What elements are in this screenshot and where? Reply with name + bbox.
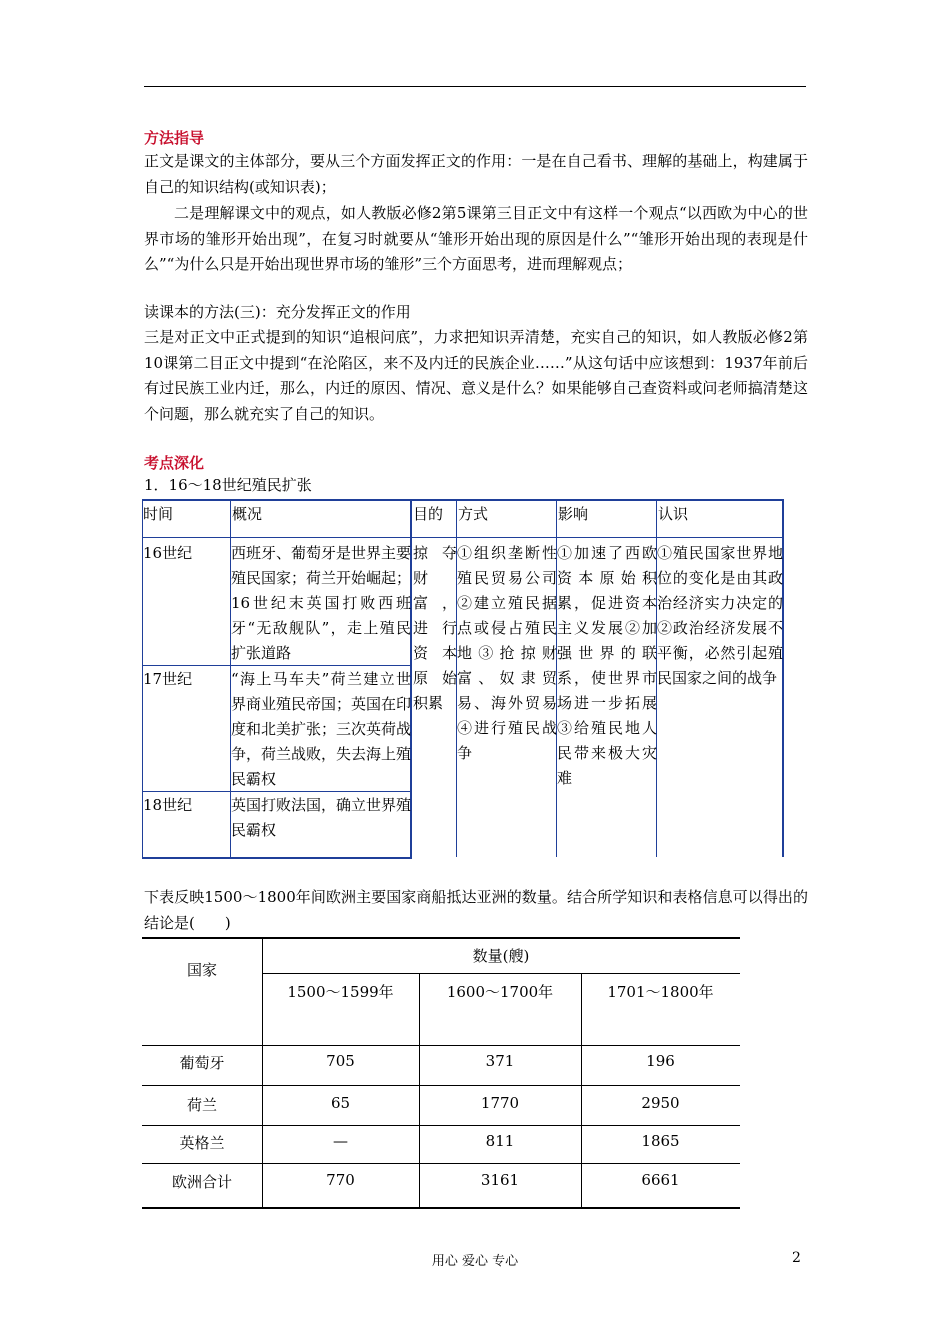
header-purpose: 目的 xyxy=(413,505,444,523)
country-cell: 欧洲合计 xyxy=(171,1173,232,1191)
country-cell: 葡萄牙 xyxy=(179,1054,225,1072)
row-overview: “海上马车夫”荷兰建立世界商业殖民帝国；英国在印度和北美扩张；三次英荷战争，荷兰战败，失去海上殖民霸权 xyxy=(231,670,411,788)
paragraph-2: 二是理解课文中的观点，如人教版必修2第5课第三目正文中有这样一个观点“以西欧为中心的世界市场的雏形开始出现”，在复习时就要从“雏形开始出现的原因是什么”“雏形开始出现的表现是什么”“为什么只是开始出现世界市场的雏形”三个方面思考，进而理解观点； xyxy=(144,204,808,273)
value-cell: 705 xyxy=(326,1052,355,1070)
value-cell: 1770 xyxy=(480,1094,520,1112)
value-cell: 2950 xyxy=(641,1094,680,1112)
purpose-cell: 掠夺财富，进行资本原始积累 xyxy=(413,544,457,712)
page-number: 2 xyxy=(792,1250,801,1266)
country-cell: 荷兰 xyxy=(186,1096,217,1114)
period-header: 1500～1599年 xyxy=(287,983,394,1001)
section-title-method: 方法指导 xyxy=(144,129,205,147)
period-header: 1701～1800年 xyxy=(607,983,714,1001)
value-cell: 196 xyxy=(646,1052,675,1070)
ships-table xyxy=(142,937,740,1209)
paragraph-4: 三是对正文中正式提到的知识“追根问底”，力求把知识弄清楚，充实自己的知识，如人教版必修2第10课第二目正文中提到“在沦陷区，来不及内迁的民族企业……”从这句话中应该想到：1937年前后有过民族工业内迁，那么，内迁的原因、情况、意义是什么？如果能够自己查资料或问老师搞清楚这个问题，那么就充实了自己的知识。 xyxy=(144,328,808,423)
section-title-deepen: 考点深化 xyxy=(144,454,205,472)
value-cell: 811 xyxy=(485,1132,515,1150)
country-cell: 英格兰 xyxy=(179,1134,225,1152)
row-time: 18世纪 xyxy=(143,796,193,814)
header-impact: 影响 xyxy=(558,505,589,523)
header-understanding: 认识 xyxy=(658,505,689,523)
colonial-expansion-table xyxy=(142,499,784,861)
value-cell: 6661 xyxy=(641,1171,680,1189)
question-text: 下表反映1500～1800年间欧洲主要国家商船抵达亚洲的数量。结合所学知识和表格信息可以得出的结论是( ) xyxy=(144,888,808,932)
row-time: 16世纪 xyxy=(143,544,193,562)
header-time: 时间 xyxy=(143,505,174,523)
paragraph-1: 正文是课文的主体部分，要从三个方面发挥正文的作用：一是在自己看书、理解的基础上，构建属于自己的知识结构(或知识表)； xyxy=(144,152,808,196)
understanding-cell: ①殖民国家世界地位的变化是由其政治经济实力决定的②政治经济发展不平衡，必然引起殖民国家之间的战争 xyxy=(657,544,783,687)
paragraph-3: 读课本的方法(三)：充分发挥正文的作用 xyxy=(144,303,411,321)
period-header: 1600～1700年 xyxy=(446,983,554,1001)
value-cell: 3161 xyxy=(480,1171,520,1189)
value-cell: 1865 xyxy=(641,1132,680,1150)
header-rule xyxy=(144,86,806,87)
row-time: 17世纪 xyxy=(143,670,193,688)
impact-cell: ①加速了西欧资本原始积累，促进资本主义发展②加强世界的联系，使世界市场进一步拓展③给殖民地人民带来极大灾难 xyxy=(557,544,657,787)
methods-cell: ①组织垄断性殖民贸易公司②建立殖民据点或侵占殖民地③抢掠财富、奴隶贸易、海外贸易④进行殖民战争 xyxy=(457,544,557,762)
footer-text: 用心 爱心 专心 xyxy=(431,1254,519,1269)
value-cell: — xyxy=(333,1132,348,1150)
row-overview: 英国打败法国，确立世界殖民霸权 xyxy=(231,796,411,839)
table1-caption: 1．16～18世纪殖民扩张 xyxy=(144,476,312,494)
row-overview: 西班牙、葡萄牙是世界主要殖民国家；荷兰开始崛起；16世纪末英国打败西班牙“无敌舰队”，走上殖民扩张道路 xyxy=(231,544,411,662)
value-cell: 371 xyxy=(485,1052,515,1070)
header-overview: 概况 xyxy=(232,505,263,523)
value-cell: 65 xyxy=(330,1094,351,1112)
quantity-header: 数量(艘) xyxy=(472,947,530,965)
header-method: 方式 xyxy=(458,505,489,523)
value-cell: 770 xyxy=(326,1171,355,1189)
country-header: 国家 xyxy=(186,961,217,979)
